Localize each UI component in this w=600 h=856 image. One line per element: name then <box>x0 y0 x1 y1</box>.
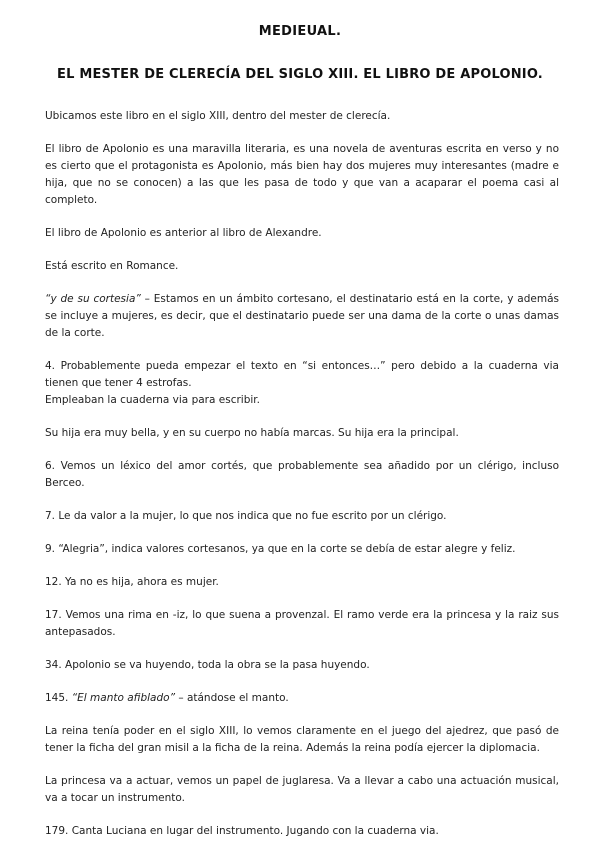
paragraph: El libro de Apolonio es anterior al libro de Alexandre. <box>45 227 322 239</box>
paragraph <box>45 291 559 342</box>
paragraph: El libro de Apolonio es una maravilla literaria, es una novela de aventuras escrita en verso y no es cierto que el protagonista es Apolonio, más bien hay dos mujeres muy interesantes (madre e hija, que no se conocen) a las que les pasa de todo y que van a acaparar el poema casi al completo. <box>45 143 559 206</box>
paragraph: Ubicamos este libro en el siglo XIII, dentro del mester de clerecía. <box>45 110 391 122</box>
paragraph: 4. Probablemente pueda empezar el texto en “si entonces…” pero debido a la cuaderna via tienen que tener 4 estrofas. <box>45 360 559 389</box>
paragraph-text: – atándose el manto. <box>175 692 289 704</box>
paragraph: 12. Ya no es hija, ahora es mujer. <box>45 576 219 588</box>
paragraph: Su hija era muy bella, y en su cuerpo no había marcas. Su hija era la principal. <box>45 427 459 439</box>
quoted-verse: “El manto afiblado” <box>71 692 176 704</box>
paragraph: La reina tenía poder en el siglo XIII, lo vemos claramente en el juego del ajedrez, que pasó de tener la ficha del gran misil a la ficha de la reina. Además la reina podía ejercer la diplomacia. <box>45 725 559 754</box>
document-subtitle: EL MESTER DE CLERECÍA DEL SIGLO XIII. EL LIBRO DE APOLONIO. <box>57 67 543 82</box>
paragraph: Está escrito en Romance. <box>45 260 179 272</box>
paragraph: 9. “Alegria”, indica valores cortesanos, ya que en la corte se debía de estar alegre y feliz. <box>45 543 516 555</box>
paragraph: La princesa va a actuar, vemos un papel de juglaresa. Va a llevar a cabo una actuación musical, va a tocar un instrumento. <box>45 775 559 804</box>
paragraph-text: – Estamos en un ámbito cortesano, el destinatario está en la corte, y además se incluye a mujeres, es decir, que el destinatario puede ser una dama de la corte o unas damas de la corte. <box>45 293 560 339</box>
document-title: MEDIEUAL. <box>258 24 342 39</box>
paragraph: Empleaban la cuaderna via para escribir. <box>45 394 260 406</box>
paragraph: 17. Vemos una rima en -iz, lo que suena a provenzal. El ramo verde era la princesa y la raiz sus antepasados. <box>45 609 559 638</box>
paragraph <box>45 690 559 707</box>
paragraph: 7. Le da valor a la mujer, lo que nos indica que no fue escrito por un clérigo. <box>45 510 447 522</box>
quoted-verse: “y de su cortesia” <box>45 293 141 305</box>
document-body <box>45 108 559 856</box>
paragraph: 6. Vemos un léxico del amor cortés, que probablemente sea añadido por un clérigo, incluso Berceo. <box>45 460 559 489</box>
verse-number: 145. <box>45 692 72 704</box>
paragraph: 34. Apolonio se va huyendo, toda la obra se la pasa huyendo. <box>45 659 370 671</box>
paragraph: 179. Canta Luciana en lugar del instrumento. Jugando con la cuaderna via. <box>45 825 439 837</box>
